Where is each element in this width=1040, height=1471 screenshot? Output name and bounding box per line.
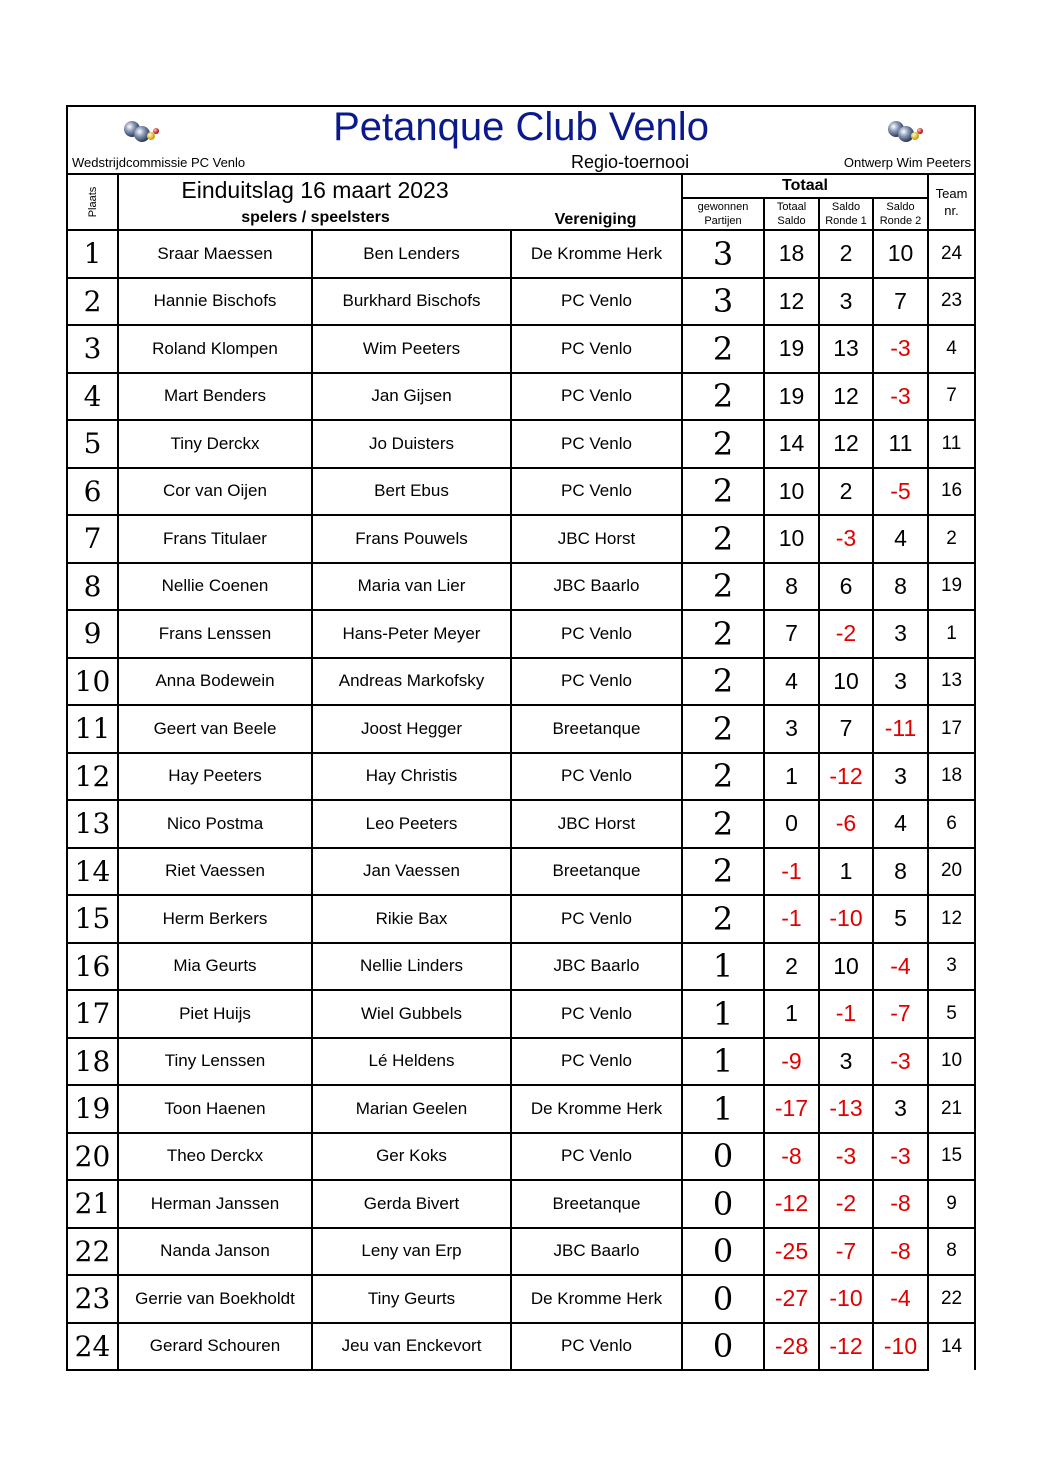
place-cell: 2 (67, 278, 118, 326)
won-cell: 1 (682, 1038, 764, 1086)
won-cell: 2 (682, 420, 764, 468)
team-cell: 11 (928, 420, 975, 468)
round1-saldo-cell: -3 (819, 515, 873, 563)
table-row (67, 705, 975, 753)
won-cell: 3 (682, 230, 764, 278)
total-saldo-cell: 10 (764, 515, 819, 563)
team-cell: 3 (928, 943, 975, 991)
won-cell: 2 (682, 515, 764, 563)
table-row (67, 610, 975, 658)
team-cell: 22 (928, 1275, 975, 1323)
player2-cell: Jan Gijsen (312, 373, 511, 421)
total-saldo-cell: 2 (764, 943, 819, 991)
club-cell: PC Venlo (511, 373, 682, 421)
club-cell: PC Venlo (511, 753, 682, 801)
place-cell: 19 (67, 1085, 118, 1133)
table-row (67, 1133, 975, 1181)
total-saldo-cell: 1 (764, 753, 819, 801)
round1-saldo-cell: 2 (819, 468, 873, 516)
table-row (67, 990, 975, 1038)
total-saldo-line2: Saldo (777, 215, 806, 227)
round1-saldo-cell: -1 (819, 990, 873, 1038)
club-cell: PC Venlo (511, 420, 682, 468)
club-cell: PC Venlo (511, 658, 682, 706)
table-row (67, 943, 975, 991)
team-cell: 2 (928, 515, 975, 563)
round2-saldo-cell: 3 (873, 753, 928, 801)
player2-cell: Hay Christis (312, 753, 511, 801)
player1-cell: Gerard Schouren (118, 1323, 312, 1371)
round2-saldo-cell: -4 (873, 1275, 928, 1323)
place-cell: 13 (67, 800, 118, 848)
main-header (118, 174, 682, 230)
player1-cell: Sraar Maessen (118, 230, 312, 278)
total-saldo-cell: 3 (764, 705, 819, 753)
results-table (66, 105, 976, 1371)
won-cell: 1 (682, 1085, 764, 1133)
total-saldo-cell: 10 (764, 468, 819, 516)
club-cell: PC Venlo (511, 1038, 682, 1086)
team-cell: 24 (928, 230, 975, 278)
team-cell: 6 (928, 800, 975, 848)
player1-cell: Herm Berkers (118, 895, 312, 943)
table-row (67, 753, 975, 801)
player2-cell: Jan Vaessen (312, 848, 511, 896)
round1-saldo-cell: -12 (819, 1323, 873, 1371)
total-saldo-cell: 12 (764, 278, 819, 326)
team-cell: 12 (928, 895, 975, 943)
team-cell: 15 (928, 1133, 975, 1181)
round2-saldo-cell: -10 (873, 1323, 928, 1371)
player1-cell: Hay Peeters (118, 753, 312, 801)
won-cell: 2 (682, 800, 764, 848)
round1-saldo-cell: 12 (819, 420, 873, 468)
round2-saldo-cell: -7 (873, 990, 928, 1038)
table-row (67, 230, 975, 278)
player1-cell: Frans Lenssen (118, 610, 312, 658)
round1-saldo-cell: -3 (819, 1133, 873, 1181)
total-saldo-cell: -12 (764, 1180, 819, 1228)
player2-cell: Andreas Markofsky (312, 658, 511, 706)
total-saldo-cell: 14 (764, 420, 819, 468)
place-header (67, 174, 118, 230)
round1-saldo-cell: -10 (819, 1275, 873, 1323)
team-cell: 23 (928, 278, 975, 326)
team-cell: 9 (928, 1180, 975, 1228)
team-cell: 19 (928, 563, 975, 611)
table-row (67, 278, 975, 326)
round2-saldo-cell: -11 (873, 705, 928, 753)
club-cell: De Kromme Herk (511, 230, 682, 278)
round1-saldo-cell: 3 (819, 278, 873, 326)
player1-cell: Riet Vaessen (118, 848, 312, 896)
place-cell: 7 (67, 515, 118, 563)
club-cell: JBC Baarlo (511, 1228, 682, 1276)
club-cell: PC Venlo (511, 278, 682, 326)
won-cell: 2 (682, 563, 764, 611)
round2-saldo-cell: 5 (873, 895, 928, 943)
player2-cell: Leny van Erp (312, 1228, 511, 1276)
team-cell: 18 (928, 753, 975, 801)
player2-cell: Wiel Gubbels (312, 990, 511, 1038)
won-cell: 2 (682, 610, 764, 658)
round2-header (873, 198, 928, 230)
page-title: Petanque Club Venlo (333, 106, 709, 149)
team-cell: 8 (928, 1228, 975, 1276)
player1-cell: Tiny Lenssen (118, 1038, 312, 1086)
player2-cell: Rikie Bax (312, 895, 511, 943)
player1-cell: Mart Benders (118, 373, 312, 421)
table-row (67, 373, 975, 421)
won-cell: 2 (682, 705, 764, 753)
player2-cell: Ger Koks (312, 1133, 511, 1181)
round2-saldo-cell: 8 (873, 848, 928, 896)
club-cell: PC Venlo (511, 468, 682, 516)
table-row (67, 1275, 975, 1323)
round1-saldo-cell: -13 (819, 1085, 873, 1133)
round1-line2: Ronde 1 (825, 215, 867, 227)
round1-saldo-cell: 13 (819, 325, 873, 373)
round1-saldo-cell: 1 (819, 848, 873, 896)
round1-header (819, 198, 873, 230)
player2-cell: Leo Peeters (312, 800, 511, 848)
player1-cell: Frans Titulaer (118, 515, 312, 563)
total-saldo-cell: 4 (764, 658, 819, 706)
club-cell: JBC Baarlo (511, 943, 682, 991)
round1-saldo-cell: 12 (819, 373, 873, 421)
place-cell: 17 (67, 990, 118, 1038)
results-title: Einduitslag 16 maart 2023 (181, 177, 449, 203)
team-cell: 13 (928, 658, 975, 706)
player2-cell: Jeu van Enckevort (312, 1323, 511, 1371)
total-saldo-cell: -1 (764, 848, 819, 896)
team-cell: 21 (928, 1085, 975, 1133)
place-cell: 4 (67, 373, 118, 421)
player2-cell: Ben Lenders (312, 230, 511, 278)
player2-cell: Hans-Peter Meyer (312, 610, 511, 658)
team-cell: 5 (928, 990, 975, 1038)
table-row (67, 1085, 975, 1133)
total-saldo-cell: 19 (764, 373, 819, 421)
subtitle-row (67, 152, 975, 174)
round2-saldo-cell: -5 (873, 468, 928, 516)
round2-saldo-cell: 7 (873, 278, 928, 326)
won-cell: 2 (682, 373, 764, 421)
total-saldo-cell: 7 (764, 610, 819, 658)
player1-cell: Herman Janssen (118, 1180, 312, 1228)
round2-saldo-cell: -4 (873, 943, 928, 991)
club-cell: JBC Baarlo (511, 563, 682, 611)
player2-cell: Joost Hegger (312, 705, 511, 753)
team-cell: 17 (928, 705, 975, 753)
totaal-header: Totaal (682, 174, 928, 198)
total-saldo-cell: 0 (764, 800, 819, 848)
team-cell: 16 (928, 468, 975, 516)
player1-cell: Theo Derckx (118, 1133, 312, 1181)
place-cell: 3 (67, 325, 118, 373)
won-cell: 2 (682, 848, 764, 896)
won-cell: 1 (682, 943, 764, 991)
won-cell: 2 (682, 895, 764, 943)
round2-saldo-cell: 11 (873, 420, 928, 468)
table-row (67, 1180, 975, 1228)
total-saldo-cell: 1 (764, 990, 819, 1038)
round1-saldo-cell: -7 (819, 1228, 873, 1276)
won-cell: 0 (682, 1228, 764, 1276)
table-row (67, 563, 975, 611)
round2-saldo-cell: -8 (873, 1180, 928, 1228)
round2-saldo-cell: -8 (873, 1228, 928, 1276)
round2-saldo-cell: -3 (873, 325, 928, 373)
player1-cell: Hannie Bischofs (118, 278, 312, 326)
round1-saldo-cell: 2 (819, 230, 873, 278)
table-row (67, 515, 975, 563)
place-cell: 23 (67, 1275, 118, 1323)
round2-line1: Saldo (886, 201, 915, 213)
won-header (682, 198, 764, 230)
player2-cell: Nellie Linders (312, 943, 511, 991)
total-saldo-cell: -28 (764, 1323, 819, 1371)
player2-cell: Frans Pouwels (312, 515, 511, 563)
player1-cell: Mia Geurts (118, 943, 312, 991)
total-saldo-cell: 19 (764, 325, 819, 373)
player2-cell: Tiny Geurts (312, 1275, 511, 1323)
won-cell: 0 (682, 1133, 764, 1181)
round2-saldo-cell: -3 (873, 1038, 928, 1086)
tournament-subtitle: Regio-toernooi (511, 152, 764, 174)
won-cell: 1 (682, 990, 764, 1038)
player2-cell: Jo Duisters (312, 420, 511, 468)
round2-saldo-cell: 10 (873, 230, 928, 278)
design-note: Ontwerp Wim Peeters (764, 152, 975, 174)
player2-cell: Burkhard Bischofs (312, 278, 511, 326)
player1-cell: Nellie Coenen (118, 563, 312, 611)
place-cell: 1 (67, 230, 118, 278)
club-cell: Breetanque (511, 705, 682, 753)
club-cell: De Kromme Herk (511, 1275, 682, 1323)
round1-saldo-cell: -12 (819, 753, 873, 801)
team-cell: 1 (928, 610, 975, 658)
club-cell: JBC Horst (511, 800, 682, 848)
place-cell: 12 (67, 753, 118, 801)
team-cell: 4 (928, 325, 975, 373)
place-cell: 18 (67, 1038, 118, 1086)
table-row (67, 325, 975, 373)
team-cell: 20 (928, 848, 975, 896)
round1-saldo-cell: 10 (819, 658, 873, 706)
table-row (67, 800, 975, 848)
team-cell: 14 (928, 1323, 975, 1371)
round2-saldo-cell: 3 (873, 610, 928, 658)
place-header-label: Plaats (86, 186, 99, 218)
player2-cell: Lé Heldens (312, 1038, 511, 1086)
won-cell: 3 (682, 278, 764, 326)
round1-saldo-cell: -2 (819, 610, 873, 658)
place-cell: 10 (67, 658, 118, 706)
total-saldo-cell: -9 (764, 1038, 819, 1086)
won-cell: 2 (682, 468, 764, 516)
round2-saldo-cell: 3 (873, 1085, 928, 1133)
player1-cell: Tiny Derckx (118, 420, 312, 468)
won-cell: 0 (682, 1275, 764, 1323)
round1-saldo-cell: 6 (819, 563, 873, 611)
club-cell: PC Venlo (511, 325, 682, 373)
player2-cell: Maria van Lier (312, 563, 511, 611)
place-cell: 16 (67, 943, 118, 991)
round2-saldo-cell: 3 (873, 658, 928, 706)
table-row (67, 468, 975, 516)
round2-line2: Ronde 2 (879, 215, 922, 227)
round1-saldo-cell: 7 (819, 705, 873, 753)
won-cell: 0 (682, 1180, 764, 1228)
round2-saldo-cell: 4 (873, 515, 928, 563)
won-header-line1: gewonnen (697, 201, 749, 213)
club-cell: JBC Horst (511, 515, 682, 563)
total-saldo-cell: 18 (764, 230, 819, 278)
club-cell: PC Venlo (511, 990, 682, 1038)
club-cell: PC Venlo (511, 610, 682, 658)
round1-saldo-cell: -6 (819, 800, 873, 848)
petanque-balls-icon (884, 119, 924, 143)
player1-cell: Nico Postma (118, 800, 312, 848)
club-header: Vereniging (554, 211, 637, 228)
place-cell: 15 (67, 895, 118, 943)
team-header-line1: Team (935, 186, 968, 201)
table-row (67, 420, 975, 468)
won-cell: 2 (682, 325, 764, 373)
place-cell: 5 (67, 420, 118, 468)
club-cell: Breetanque (511, 848, 682, 896)
total-saldo-line1: Totaal (776, 201, 807, 213)
club-cell: Breetanque (511, 1180, 682, 1228)
player1-cell: Gerrie van Boekholdt (118, 1275, 312, 1323)
place-cell: 6 (67, 468, 118, 516)
results-sheet (66, 105, 974, 1371)
round1-saldo-cell: -10 (819, 895, 873, 943)
table-row (67, 1228, 975, 1276)
won-header-line2: Partijen (704, 215, 742, 227)
total-saldo-header (764, 198, 819, 230)
title-row (67, 106, 975, 152)
player2-cell: Wim Peeters (312, 325, 511, 373)
player1-cell: Piet Huijs (118, 990, 312, 1038)
place-cell: 9 (67, 610, 118, 658)
total-saldo-cell: -8 (764, 1133, 819, 1181)
place-cell: 11 (67, 705, 118, 753)
table-row (67, 1038, 975, 1086)
player2-cell: Marian Geelen (312, 1085, 511, 1133)
place-cell: 14 (67, 848, 118, 896)
team-header (928, 174, 975, 230)
player1-cell: Roland Klompen (118, 325, 312, 373)
club-cell: PC Venlo (511, 1323, 682, 1371)
round1-saldo-cell: -2 (819, 1180, 873, 1228)
table-row (67, 1323, 975, 1371)
total-saldo-cell: -27 (764, 1275, 819, 1323)
round1-saldo-cell: 3 (819, 1038, 873, 1086)
committee-note: Wedstrijdcommissie PC Venlo (67, 152, 511, 174)
round2-saldo-cell: 4 (873, 800, 928, 848)
player2-cell: Gerda Bivert (312, 1180, 511, 1228)
table-row (67, 848, 975, 896)
round2-saldo-cell: -3 (873, 373, 928, 421)
table-row (67, 895, 975, 943)
team-header-line2: nr. (944, 203, 959, 218)
round1-saldo-cell: 10 (819, 943, 873, 991)
round1-line1: Saldo (831, 201, 861, 213)
players-header: spelers / speelsters (241, 209, 390, 226)
round2-saldo-cell: 8 (873, 563, 928, 611)
total-saldo-cell: -1 (764, 895, 819, 943)
player1-cell: Toon Haenen (118, 1085, 312, 1133)
place-cell: 21 (67, 1180, 118, 1228)
player2-cell: Bert Ebus (312, 468, 511, 516)
club-cell: PC Venlo (511, 1133, 682, 1181)
player1-cell: Anna Bodewein (118, 658, 312, 706)
team-cell: 7 (928, 373, 975, 421)
player1-cell: Geert van Beele (118, 705, 312, 753)
player1-cell: Cor van Oijen (118, 468, 312, 516)
won-cell: 0 (682, 1323, 764, 1371)
place-cell: 24 (67, 1323, 118, 1371)
header-row-1 (67, 174, 975, 198)
table-row (67, 658, 975, 706)
team-cell: 10 (928, 1038, 975, 1086)
round2-saldo-cell: -3 (873, 1133, 928, 1181)
total-saldo-cell: -17 (764, 1085, 819, 1133)
total-saldo-cell: 8 (764, 563, 819, 611)
club-cell: PC Venlo (511, 895, 682, 943)
place-cell: 20 (67, 1133, 118, 1181)
club-cell: De Kromme Herk (511, 1085, 682, 1133)
place-cell: 8 (67, 563, 118, 611)
total-saldo-cell: -25 (764, 1228, 819, 1276)
title-cell (67, 106, 975, 152)
won-cell: 2 (682, 753, 764, 801)
place-cell: 22 (67, 1228, 118, 1276)
won-cell: 2 (682, 658, 764, 706)
player1-cell: Nanda Janson (118, 1228, 312, 1276)
